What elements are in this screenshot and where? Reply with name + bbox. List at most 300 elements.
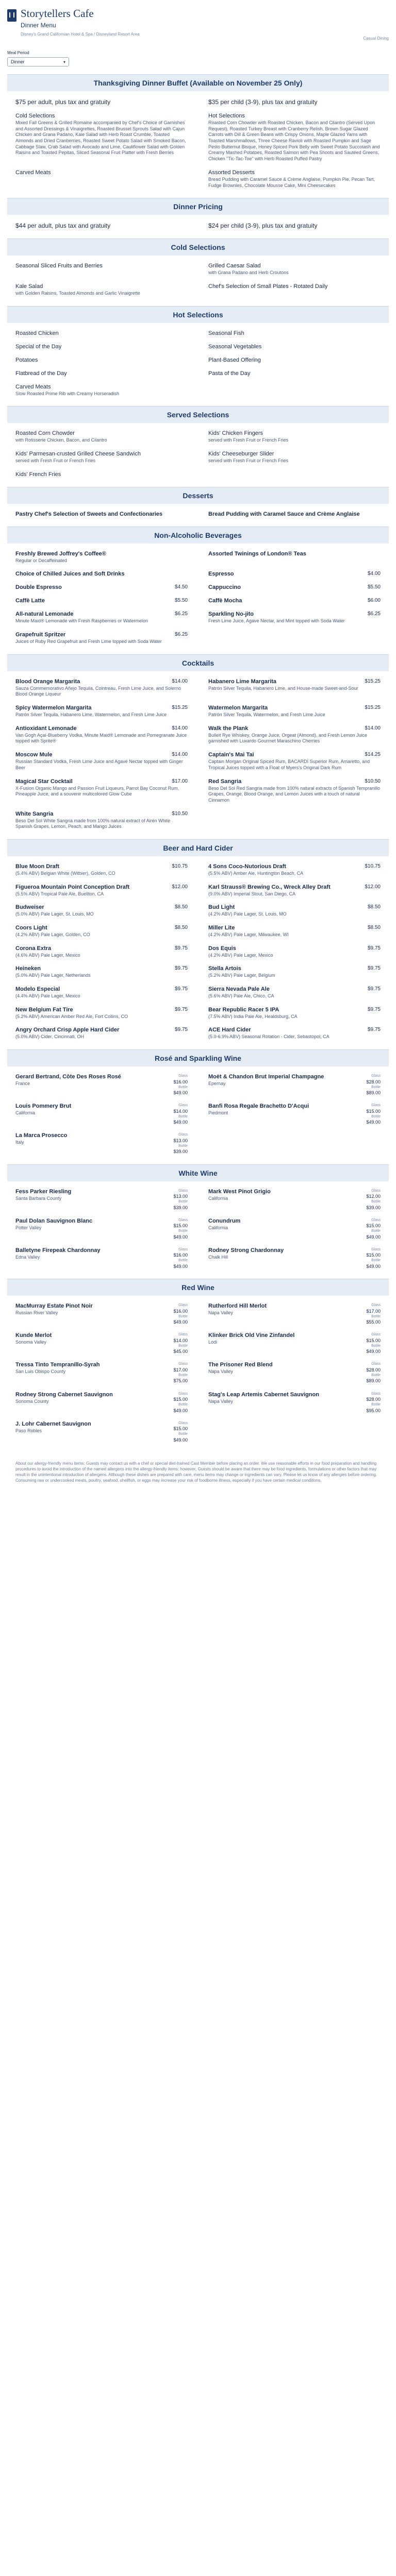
menu-item [15,632,188,645]
menu-item [208,1007,381,1020]
bottle-label: Bottle [178,1114,188,1118]
glass-label: Glass [178,1333,188,1337]
meal-period-value: Dinner [11,59,25,64]
item-name: Corona Extra [15,945,52,952]
section-non-alcoholic [7,544,389,654]
wine-prices [366,1247,381,1269]
menu-item [208,344,381,350]
item-name: Figueroa Mountain Point Conception Draft [15,884,130,890]
bottle-label: Bottle [178,1314,188,1318]
item-name: Roasted Chicken [15,330,59,336]
menu-item [208,925,381,938]
bottle-price: $49.00 [173,1263,188,1269]
glass-price: $12.00 [366,1194,381,1199]
item-desc: Fresh Lime Juice, Agave Nectar, and Mint topped with Soda Water [208,618,345,624]
item-price: $9.75 [174,1027,188,1033]
item-price: $5.50 [174,598,188,604]
meal-period-select[interactable] [7,57,69,66]
section-cocktails [7,671,389,839]
menu-item [15,1007,188,1020]
bottle-label: Bottle [371,1314,381,1318]
wine-prices [366,1332,381,1354]
section-desserts [7,504,389,527]
item-name: Moscow Mule [15,752,53,758]
bottle-price: $39.00 [173,1149,188,1155]
item-desc: X-Fusion Organic Mango and Passion Fruit Liqueurs, Parrot Bay Coconut Rum, Pineapple Juice, and a souvenir multicolored Glow Cube [15,785,179,797]
glass-price: $13.00 [173,1138,188,1143]
item-price: $9.75 [174,986,188,992]
bottle-price: $45.00 [173,1349,188,1354]
glass-price: $14.00 [173,1108,188,1114]
wine-region: California [15,1110,36,1116]
item-price: $10.50 [365,778,381,784]
section-title-white-wine: White Wine [7,1164,389,1181]
bottle-price: $39.00 [366,1205,381,1210]
wine-name: Gerard Bertrand, Côte Des Roses Rosé [15,1074,121,1080]
menu-item [208,945,381,959]
item-desc: Russian Standard Vodka, Fresh Lime Juice and Agave Nectar topped with Ginger Beer [15,759,183,770]
item-name: Karl Strauss® Brewing Co., Wreck Alley Draft [208,884,331,890]
menu-item [15,679,188,698]
item-name: Flatbread of the Day [15,370,67,377]
item-name: New Belgium Fat Tire [15,1006,73,1013]
section-title-desserts: Desserts [7,487,389,504]
wine-name: Klinker Brick Old Vine Zinfandel [208,1332,295,1339]
wine-prices [173,1421,188,1443]
section-title-beer: Beer and Hard Cider [7,839,389,856]
wine-region: Napa Valley [208,1310,233,1316]
section-hot-selections [7,323,389,406]
page-header [7,0,389,50]
item-price: $9.75 [367,986,381,992]
menu-item [15,725,188,744]
item-name: Coors Light [15,925,47,931]
wine-prices [173,1247,188,1269]
section-cold-selections [7,256,389,306]
item-desc: Mixed Fall Greens & Grilled Romaine accompanied by Chef's Choice of Garnishes and Assorted Dressings & Vinaigrettes, Roasted Brussel Sprouts Salad with Cajun Chicken and Grana Padano, Kale Salad with Herb Roast Crumble, Toasted Almonds and Dried Cranberries, Roasted Sweet Potato Salad with Smoked Bacon, Cabbage Slaw, Crab Salad with Avocado and Lime, Cauliflower Salad with Golden Raisins and Toasted Pepitas, Sliced Seasonal Fruit Platter with Fresh Berries [15,120,186,156]
bottle-price: $49.00 [173,1437,188,1443]
bottle-label: Bottle [371,1344,381,1348]
item-name: Bread Pudding with Caramel Sauce and Crème Anglaise [208,511,360,517]
glass-price: $15.00 [366,1337,381,1343]
menu-item [208,1392,381,1414]
wine-region: Sonoma Valley [15,1340,46,1345]
glass-label: Glass [178,1421,188,1425]
item-desc: Juices of Ruby Red Grapefruit and Fresh Lime topped with Soda Water [15,639,162,644]
item-name: Roasted Corn Chowder [15,430,75,437]
item-name: Caffè Latte [15,598,45,604]
item-desc: (5.2% ABV) Pale Lager, Belgium [208,973,275,978]
menu-item [15,1218,188,1240]
menu-item [208,1189,381,1211]
bottle-price: $89.00 [366,1090,381,1096]
menu-item [15,1332,188,1354]
menu-item [208,330,381,336]
glass-label: Glass [371,1247,381,1251]
bottle-label: Bottle [371,1200,381,1204]
bottle-label: Bottle [178,1144,188,1148]
menu-item [208,1362,381,1384]
header-text [21,7,363,37]
wine-prices [366,1303,381,1325]
menu-item [15,283,188,297]
item-price: $9.75 [174,1006,188,1012]
item-desc: Patrón Silver Tequila, Habanero Lime, and House-made Sweet-and-Sour [208,685,358,691]
wine-name: Banfi Rosa Regale Brachetto D'Acqui [208,1103,309,1110]
section-white-wine [7,1181,389,1279]
item-price: $9.75 [174,945,188,951]
bottle-price: $49.00 [173,1319,188,1325]
menu-item [15,430,188,444]
menu-item [208,263,381,276]
section-red-wine [7,1296,389,1452]
wine-prices [173,1132,188,1155]
item-desc: (4.2% ABV) Pale Lager, Milwaukee, WI [208,932,289,937]
menu-item [15,705,188,718]
menu-item [15,986,188,999]
section-title-served-selections: Served Selections [7,406,389,423]
menu-item [208,986,381,999]
bottle-price: $55.00 [366,1319,381,1325]
menu-item [208,1218,381,1240]
item-name: Angry Orchard Crisp Apple Hard Cider [15,1027,120,1033]
item-price: $12.00 [365,884,381,890]
dining-type: Casual Dining [363,36,389,41]
item-price: $14.00 [172,725,188,731]
section-title-buffet: Thanksgiving Dinner Buffet (Available on November 25 Only) [7,74,389,91]
bottle-label: Bottle [371,1403,381,1407]
menu-item [15,471,188,478]
item-name: Pastry Chef's Selection of Sweets and Confectionaries [15,511,163,517]
wine-region: Piedmont [208,1110,228,1116]
item-name: Kale Salad [15,283,43,290]
glass-label: Glass [178,1189,188,1193]
menu-item [208,705,381,718]
wine-prices [366,1362,381,1384]
bottle-label: Bottle [371,1229,381,1233]
wine-region: Edna Valley [15,1254,40,1260]
item-name: Carved Meats [15,383,51,390]
item-name: Miller Lite [208,925,235,931]
bottle-label: Bottle [178,1200,188,1204]
menu-item [15,330,188,336]
section-beer [7,856,389,1049]
item-price: $8.50 [367,904,381,910]
wine-region: Sonoma County [15,1398,49,1404]
glass-label: Glass [178,1074,188,1078]
item-price: $5.50 [367,584,381,590]
buffet-cold-item [15,113,188,162]
glass-label: Glass [178,1303,188,1308]
item-price: $8.50 [367,925,381,930]
wine-prices [173,1332,188,1354]
menu-item [208,904,381,918]
item-price: $4.50 [174,584,188,590]
menu-item [15,1392,188,1414]
bottle-price: $49.00 [173,1408,188,1413]
menu-item [15,752,188,771]
wine-prices [366,1392,381,1414]
menu-item [208,863,381,877]
bottle-price: $49.00 [366,1263,381,1269]
item-desc: served with Fresh Fruit or French Fries [15,457,96,463]
wine-region: Napa Valley [208,1398,233,1404]
item-desc: (5.6% ABV) Pale Ale, Chico, CA [208,993,274,999]
item-name: Sparkling No-jito [208,611,254,618]
wine-name: The Prisoner Red Blend [208,1362,273,1368]
section-title-rose: Rosé and Sparkling Wine [7,1049,389,1066]
menu-item [15,925,188,938]
wine-name: Tressa Tinto Tempranillo-Syrah [15,1362,100,1368]
glass-label: Glass [371,1303,381,1308]
item-desc: Beso Del Sol Red Sangria made from 100% natural extracts of Spanish Tempranillo Grapes, Orange, Blood Orange, and Lemon Juices with a touch of natural Cinnamon [208,785,381,803]
bottle-price: $49.00 [173,1090,188,1096]
menu-item [15,611,188,624]
item-name: Heineken [15,965,41,972]
item-desc: with Rotisserie Chicken, Bacon, and Cilantro [15,437,107,443]
item-desc: (4.2% ABV) Pale Lager, St. Louis, MO [208,911,287,917]
wine-prices [173,1218,188,1240]
item-desc: served with Fresh Fruit or French Fries [208,437,289,443]
section-dinner-pricing [7,215,389,239]
item-desc: Beso Del Sol White Sangria made from 100% natural extract of Airén White Spanish Grapes, Lemon, Peach, and Mango Juices [15,818,171,829]
wine-prices [173,1303,188,1325]
item-desc: Regular or Decaffeinated [15,557,67,563]
item-name: Caffè Mocha [208,598,242,604]
glass-label: Glass [371,1333,381,1337]
item-name: Chef's Selection of Small Plates - Rotated Daily [208,283,328,290]
glass-label: Glass [371,1218,381,1222]
dinner-adult-price: $44 per adult, plus tax and gratuity [15,222,111,230]
wine-name: Rutherford Hill Merlot [208,1303,267,1310]
menu-item [15,451,188,464]
menu-item [15,1189,188,1211]
bottle-price: $49.00 [173,1120,188,1125]
bottle-label: Bottle [371,1114,381,1118]
wine-name: Balletyne Firepeak Chardonnay [15,1247,101,1253]
item-name: Kids' French Fries [15,471,61,478]
glass-price: $15.00 [366,1108,381,1114]
item-price: $9.75 [367,1006,381,1012]
wine-prices [366,1189,381,1211]
bottle-price: $49.00 [173,1234,188,1240]
wine-prices [173,1362,188,1384]
bottle-price: $39.00 [173,1205,188,1210]
item-desc: Bread Pudding with Caramel Sauce & Crème Anglaise, Pumpkin Pie, Pecan Tart, Fudge Brownies, Chocolate Mousse Cake, Mini Cheesecakes [208,176,375,188]
menu-item [208,725,381,744]
bottle-price: $49.00 [366,1234,381,1240]
wine-region: Epernay [208,1081,226,1087]
item-name: Assorted Desserts [208,169,255,176]
bottle-label: Bottle [178,1085,188,1089]
section-title-non-alcoholic: Non-Alcoholic Beverages [7,527,389,544]
menu-item [15,778,188,804]
item-name: Kids' Parmesan-crusted Grilled Cheese Sandwich [15,450,141,457]
item-name: Walk the Plank [208,725,249,732]
menu-item [208,511,381,517]
item-name: Hot Selections [208,113,245,119]
item-desc: (4.6% ABV) Pale Lager, Mexico [15,952,80,958]
item-desc: (5.5% ABV) Amber Ale, Huntington Beach, CA [208,870,304,876]
item-desc: with Golden Raisins, Toasted Almonds and Garlic Vinaigrette [15,290,140,296]
item-name: Double Espresso [15,584,62,591]
item-name: Pasta of the Day [208,370,251,377]
item-name: Cappuccino [208,584,241,591]
wine-region: Napa Valley [208,1369,233,1375]
glass-price: $28.00 [366,1396,381,1402]
bottle-label: Bottle [178,1229,188,1233]
menu-item [208,611,381,624]
glass-label: Glass [178,1104,188,1108]
bottle-label: Bottle [371,1373,381,1377]
item-price: $14.25 [365,752,381,758]
wine-region: Lodi [208,1340,218,1345]
wine-name: Stag's Leap Artemis Cabernet Sauvignon [208,1391,319,1398]
glass-label: Glass [178,1362,188,1366]
item-price: $6.00 [367,598,381,604]
item-price: $10.50 [172,810,188,817]
menu-item [208,283,381,297]
bottle-label: Bottle [178,1344,188,1348]
chevron-down-icon: ▾ [63,59,65,64]
menu-item [15,370,188,377]
menu-item [15,511,188,517]
item-price: $12.00 [172,884,188,890]
item-price: $6.25 [174,632,188,637]
item-name: Blood Orange Margarita [15,678,80,685]
item-name: Spicy Watermelon Margarita [15,705,92,711]
item-name: Red Sangria [208,778,242,785]
glass-price: $14.00 [173,1337,188,1343]
item-desc: (5.0% ABV) Pale Lager, St. Louis, MO [15,911,94,917]
item-name: Grapefruit Spritzer [15,632,66,638]
item-name: Antioxidant Lemonade [15,725,77,732]
menu-item [15,1132,188,1155]
item-desc: Captain Morgan Original Spiced Rum, BACARDÍ Superior Rum, Amaretto, and Tropical Juices topped with a Float of Myers's Original Dark Rum [208,759,370,770]
item-name: Grilled Caesar Salad [208,263,261,269]
menu-item [15,344,188,350]
menu-item [208,584,381,590]
menu-item [208,1303,381,1325]
wine-prices [173,1103,188,1125]
glass-price: $15.00 [173,1223,188,1229]
menu-item [15,1303,188,1325]
menu-item [15,1421,188,1443]
wine-prices [173,1189,188,1211]
item-name: Habanero Lime Margarita [208,678,277,685]
glass-label: Glass [371,1074,381,1078]
item-price: $9.75 [174,965,188,972]
section-served-selections [7,423,389,486]
item-name: Carved Meats [15,169,51,176]
menu-item [208,679,381,698]
menu-item [208,884,381,897]
item-desc: (4.2% ABV) Pale Lager, Golden, CO [15,932,90,937]
menu-item [15,1027,188,1040]
menu-item [15,945,188,959]
item-name: ACE Hard Cider [208,1027,251,1033]
item-desc: Patrón Silver Tequila, Habanero Lime, Watermelon, and Fresh Lime Juice [15,712,167,718]
wine-region: France [15,1081,30,1087]
menu-item [208,752,381,771]
section-title-cocktails: Cocktails [7,654,389,671]
item-desc: Sauza Commemorativo Añejo Tequila, Cointreau, Fresh Lime Juice, and Solerno Blood Orange Liqueur [15,685,182,697]
item-name: Budweiser [15,904,44,911]
bottle-price: $89.00 [366,1378,381,1384]
glass-price: $17.00 [366,1308,381,1314]
menu-item [15,384,188,397]
item-name: Seasonal Vegetables [208,343,262,350]
item-name: Bud Light [208,904,235,911]
wine-region: Chalk Hill [208,1254,228,1260]
menu-item [208,598,381,604]
item-price: $10.75 [365,863,381,869]
bottle-price: $49.00 [366,1120,381,1125]
wine-region: Potter Valley [15,1225,42,1230]
item-price: $6.25 [174,611,188,617]
wine-name: La Marca Prosecco [15,1132,68,1139]
item-name: Modelo Especial [15,986,60,993]
item-desc: (5.5% ABV) Tropical Pale Ale, Buellton, CA [15,891,104,896]
menu-item [15,263,188,276]
item-desc: (5.0% ABV) Cider, Cincinnati, OH [15,1034,85,1040]
glass-price: $15.00 [366,1252,381,1258]
item-desc: with Grana Padano and Herb Croutons [208,270,289,276]
dinner-child-price: $24 per child (3-9), plus tax and gratuity [208,222,318,230]
glass-label: Glass [178,1218,188,1222]
item-price: $9.75 [367,945,381,951]
location-tagline: Disney's Grand Californian Hotel & Spa / Disneyland Resort Area [21,32,140,37]
item-desc: (5.2% ABV) American Amber Red Ale, Fort Collins, CO [15,1013,128,1019]
item-name: Plant-Based Offering [208,357,261,363]
glass-price: $28.00 [366,1367,381,1372]
menu-title: Dinner Menu [21,22,56,29]
menu-item [15,884,188,897]
item-name: Magical Star Cocktail [15,778,73,785]
bottle-label: Bottle [178,1259,188,1263]
allergy-disclaimer: About our allergy-friendly menu items: Guests may contact us with a chef or special diet-trained Cast Member before placing an order. We use reasonable efforts in our food preparation and handling procedures to avoid the introduction of the named allergens into the allergy-friendly items; however, Guests should be aware that there may be food ingredients, formulations or other factors that may result in the unintentional introduction of allergens. Although these dishes are prepared with care, menu items may change or ingredients can vary. Please let us know of any allergies before ordering. Consuming raw or undercooked meats, poultry, seafood, shellfish, or eggs may increase your risk of foodborne illness, especially if you have certain medical conditions. [15,1461,377,1483]
bottle-label: Bottle [178,1373,188,1377]
item-desc: Slow Roasted Prime Rib with Creamy Horseradish [15,391,120,396]
glass-label: Glass [178,1392,188,1396]
menu-item [208,1103,381,1125]
buffet-hot-item [208,113,381,162]
wine-prices [173,1074,188,1096]
item-price: $10.75 [172,863,188,869]
item-name: Kids' Cheeseburger Slider [208,450,274,457]
item-desc: Patrón Silver Tequila, Watermelon, and Fresh Lime Juice [208,712,325,718]
meal-period-label: Meal Period [7,50,29,55]
item-price: $17.00 [172,778,188,784]
menu-item [15,551,188,564]
item-name: Stella Artois [208,965,241,972]
item-price: $9.75 [367,965,381,972]
glass-price: $17.00 [173,1367,188,1372]
item-name: Watermelon Margarita [208,705,268,711]
item-name: Espresso [208,571,234,578]
item-desc: (7.5% ABV) India Pale Ale, Healdsburg, CA [208,1013,298,1019]
item-desc: Roasted Corn Chowder with Roasted Chicken, Bacon and Cilantro (Served Upon Request), Roasted Turkey Breast with Cranberry Relish, Brown Sugar Glazed Carrots with Dill & Green Beans with Crispy Onions, Maple Glazed Yams with Toasted Marshmallows, Three Cheese Ravioli with Roasted Pumpkin and Sage Pesto Butternut Bisque, Honey Spiced Pork Belly with Sweet Potato Succotash and Creamy Mashed Potatoes, Roasted Salmon with Pea Shoots and Sautéed Greens, Chicken "Tic-Tac-Toe" with Herb Roasted Puffed Pastry [208,120,380,162]
bottle-label: Bottle [371,1259,381,1263]
item-desc: (4.2% ABV) Pale Lager, Mexico [208,952,273,958]
item-name: Seasonal Sliced Fruits and Berries [15,263,103,269]
item-name: Freshly Brewed Joffrey's Coffee® [15,550,106,557]
glass-label: Glass [371,1189,381,1193]
item-price: $14.00 [172,678,188,684]
item-price: $15.25 [172,705,188,711]
glass-price: $15.00 [173,1396,188,1402]
glass-label: Glass [371,1104,381,1108]
